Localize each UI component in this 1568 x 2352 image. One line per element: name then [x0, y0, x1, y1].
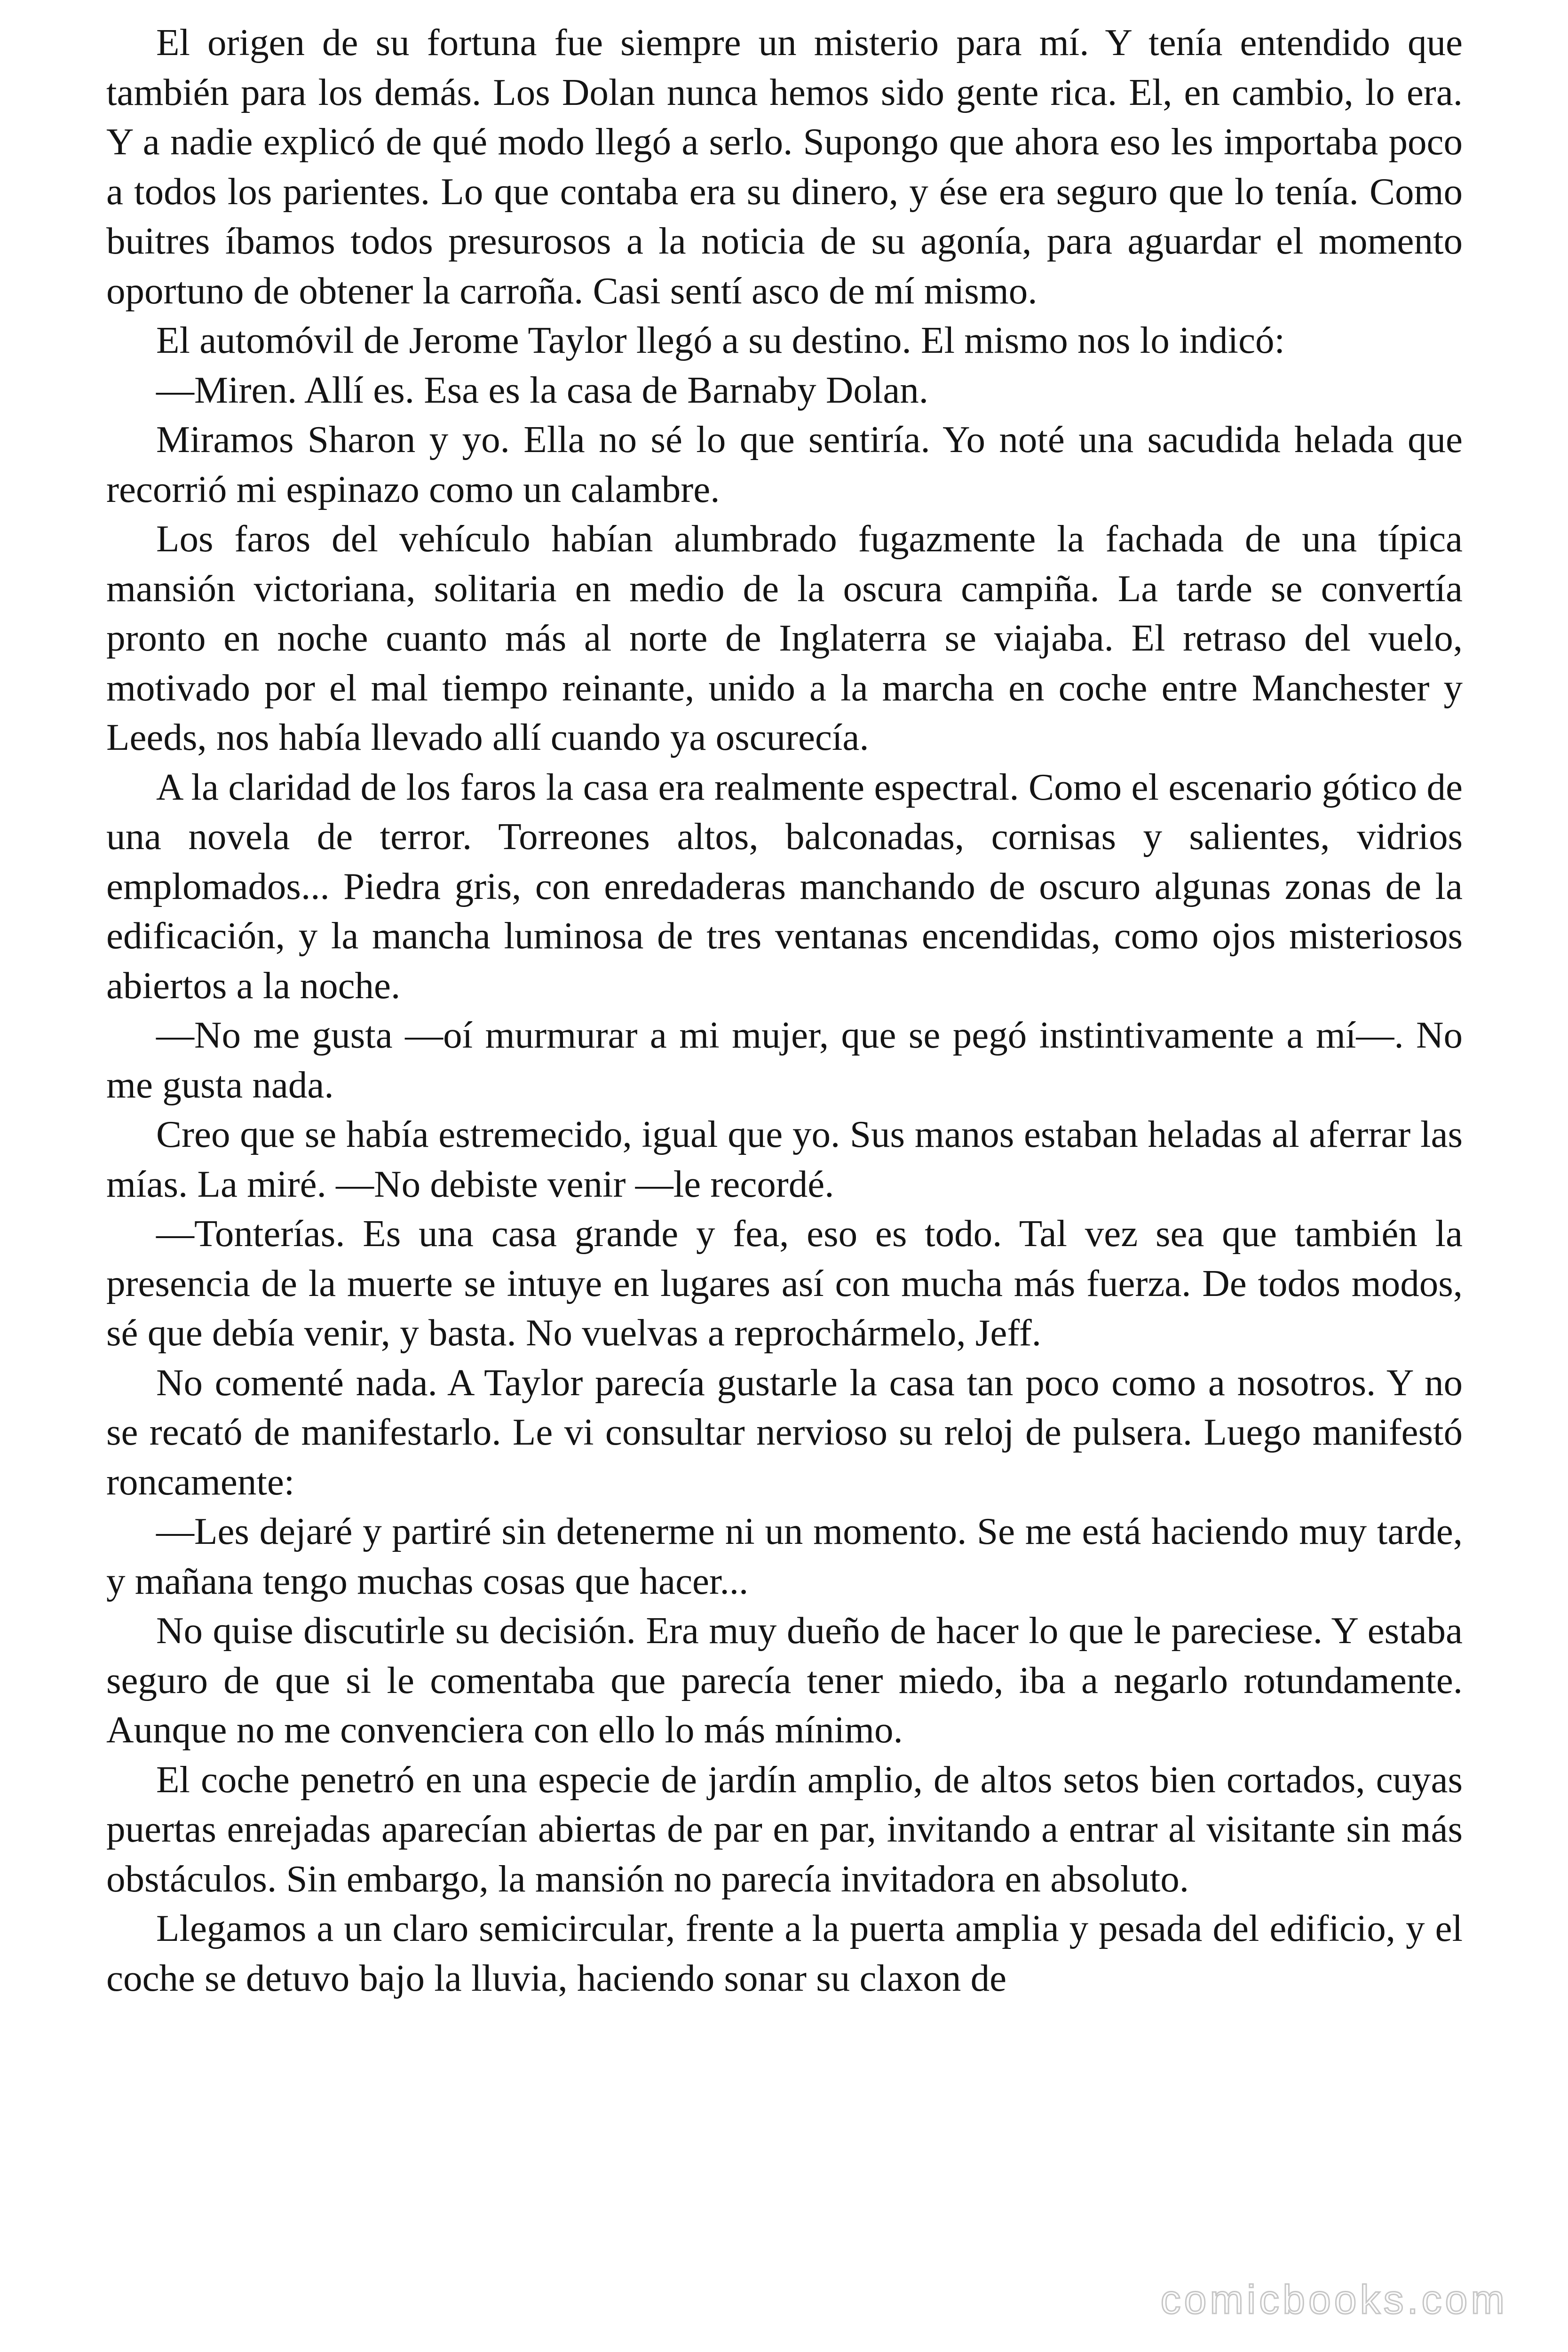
- watermark-text: comicbooks.com: [1160, 2277, 1508, 2322]
- paragraph: Miramos Sharon y yo. Ella no sé lo que sentiría. Yo noté una sacudida helada que recorrió mi espinazo como un calambre.: [106, 418, 1463, 510]
- paragraph: A la claridad de los faros la casa era realmente espectral. Como el escenario gótico de una novela de terror. Torreones altos, balconadas, cornisas y salientes, vidrios emplomados... Piedra gris, con enredaderas manchando de oscuro algunas zonas de la edificación, y la mancha luminosa de tres ventanas encendidas, como ojos misteriosos abiertos a la noche.: [106, 765, 1463, 1007]
- paragraph: Llegamos a un claro semicircular, frente a la puerta amplia y pesada del edificio, y el coche se detuvo bajo la lluvia, haciendo sonar su claxon de: [106, 1907, 1463, 1999]
- page-text: [106, 18, 1463, 2342]
- paragraph: Creo que se había estremecido, igual que yo. Sus manos estaban heladas al aferrar las mías. La miré. —No debiste venir —le recordé.: [106, 1113, 1463, 1205]
- paragraph: El origen de su fortuna fue siempre un misterio para mí. Y tenía entendido que también para los demás. Los Dolan nunca hemos sido gente rica. El, en cambio, lo era. Y a nadie explicó de qué modo llegó a serlo. Supongo que ahora eso les importaba poco a todos los parientes. Lo que contaba era su dinero, y ése era seguro que lo tenía. Como buitres íbamos todos presurosos a la noticia de su agonía, para aguardar el momento oportuno de obtener la carroña. Casi sentí asco de mí mismo.: [106, 21, 1463, 312]
- paragraph: No quise discutirle su decisión. Era muy dueño de hacer lo que le pareciese. Y estaba seguro de que si le comentaba que parecía tener miedo, iba a negarlo rotundamente. Aunque no me convenciera con ello lo más mínimo.: [106, 1609, 1463, 1751]
- paragraph: El coche penetró en una especie de jardín amplio, de altos setos bien cortados, cuyas puertas enrejadas aparecían abiertas de par en par, invitando a entrar al visitante sin más obstáculos. Sin embargo, la mansión no parecía invitadora en absoluto.: [106, 1758, 1463, 1900]
- paragraph: —Tonterías. Es una casa grande y fea, eso es todo. Tal vez sea que también la presencia de la muerte se intuye en lugares así con mucha más fuerza. De todos modos, sé que debía venir, y basta. No vuelvas a reprochármelo, Jeff.: [106, 1212, 1463, 1354]
- paragraph: El automóvil de Jerome Taylor llegó a su destino. El mismo nos lo indicó:: [156, 319, 1285, 361]
- paragraph: —Les dejaré y partiré sin detenerme ni un momento. Se me está haciendo muy tarde, y mañana tengo muchas cosas que hacer...: [106, 1510, 1463, 1602]
- paragraph: No comenté nada. A Taylor parecía gustarle la casa tan poco como a nosotros. Y no se recató de manifestarlo. Le vi consultar nervioso su reloj de pulsera. Luego manifestó roncamente:: [106, 1361, 1463, 1503]
- paragraph: —No me gusta —oí murmurar a mi mujer, que se pegó instintivamente a mí—. No me gusta nada.: [106, 1014, 1463, 1106]
- paragraph: Los faros del vehículo habían alumbrado fugazmente la fachada de una típica mansión victoriana, solitaria en medio de la oscura campiña. La tarde se convertía pronto en noche cuanto más al norte de Inglaterra se viajaba. El retraso del vuelo, motivado por el mal tiempo reinante, unido a la marcha en coche entre Manchester y Leeds, nos había llevado allí cuando ya oscurecía.: [106, 517, 1463, 758]
- paragraph: —Miren. Allí es. Esa es la casa de Barnaby Dolan.: [156, 368, 929, 411]
